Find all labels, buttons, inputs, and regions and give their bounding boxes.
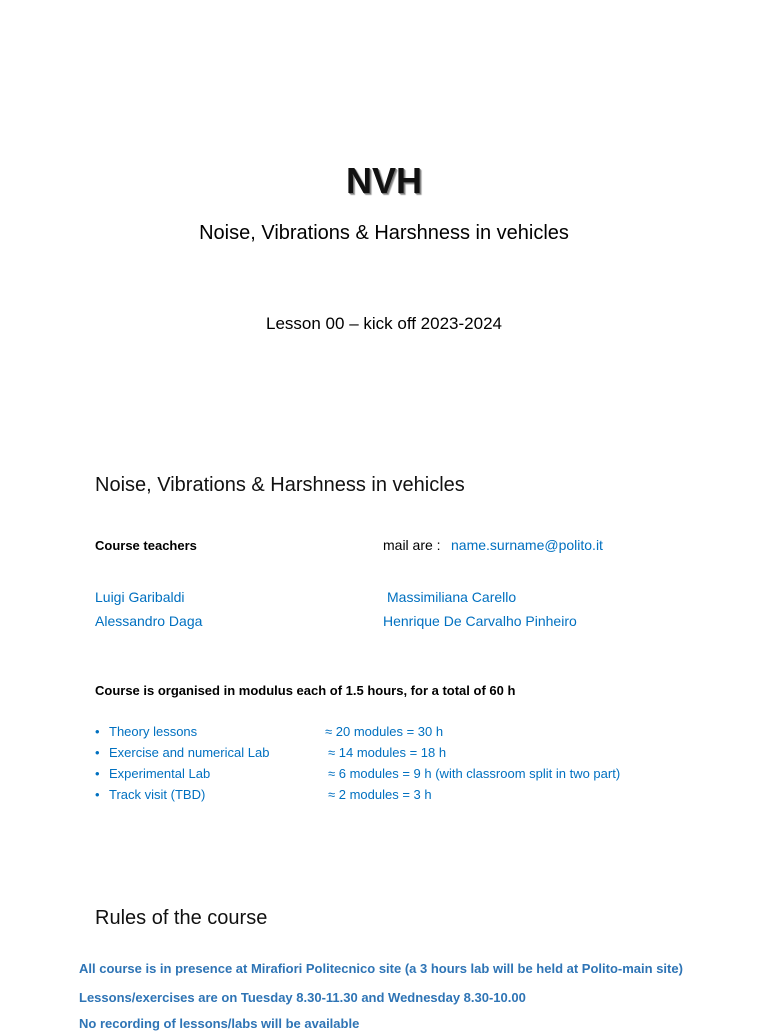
slide-title: NVH [345, 160, 422, 201]
rule-item: All course is in presence at Mirafiori Politecnico site (a 3 hours lab will be held at Polito-main site) [79, 961, 683, 976]
module-value: ≈ 6 modules = 9 h (with classroom split in two part) [328, 766, 621, 781]
mail-label: mail are : [383, 537, 441, 553]
course-teachers-label: Course teachers [95, 538, 197, 553]
bullet-icon: • [95, 745, 100, 760]
teacher-name: Massimiliana Carello [387, 589, 517, 605]
rule-item: No recording of lessons/labs will be available [79, 1016, 360, 1031]
rules-heading: Rules of the course [95, 907, 268, 929]
bullet-icon: • [95, 766, 100, 781]
lesson-label: Lesson 00 – kick off 2023-2024 [266, 314, 502, 333]
course-organisation-text: Course is organised in modulus each of 1.5 hours, for a total of 60 h [95, 683, 516, 698]
bullet-icon: • [95, 724, 100, 739]
module-name: Theory lessons [109, 724, 198, 739]
module-value: ≈ 2 modules = 3 h [328, 787, 432, 802]
module-value: ≈ 14 modules = 18 h [328, 745, 447, 760]
rule-item: Lessons/exercises are on Tuesday 8.30-11.30 and Wednesday 8.30-10.00 [79, 990, 526, 1005]
course-heading: Noise, Vibrations & Harshness in vehicles [95, 474, 465, 496]
bullet-icon: • [95, 787, 100, 802]
teacher-name: Alessandro Daga [95, 613, 203, 629]
teacher-name: Henrique De Carvalho Pinheiro [383, 613, 577, 629]
module-name: Experimental Lab [109, 766, 211, 781]
module-name: Track visit (TBD) [109, 787, 206, 802]
slide-subtitle: Noise, Vibrations & Harshness in vehicles [199, 222, 569, 244]
module-name: Exercise and numerical Lab [109, 745, 270, 760]
teacher-name: Luigi Garibaldi [95, 589, 185, 605]
mail-link[interactable]: name.surname@polito.it [451, 537, 603, 553]
module-value: ≈ 20 modules = 30 h [325, 724, 444, 739]
